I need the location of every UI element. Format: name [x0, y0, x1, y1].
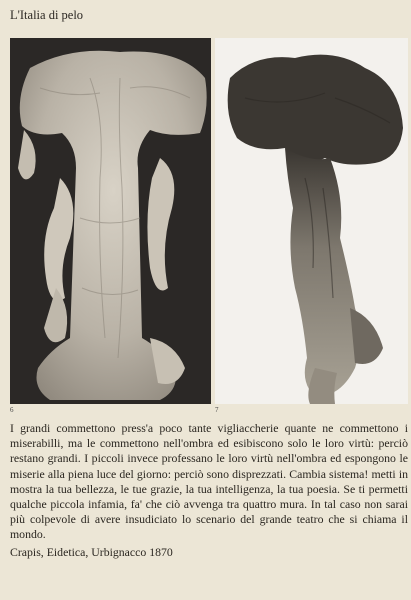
figure-6-photo [10, 38, 211, 404]
body-text: I grandi commettono press'a poco tante vigliaccherie quante ne commettono i miserabilli, ma le commettono nell'ombra ed esibiscono solo le loro virtù: perciò restano grandi. I piccoli invece professano le loro virtù nell'ombra ed espongono le miserie alla piena luce del giorno: perciò sono disprezzati. Cambia sistema! metti in mostra la tua bellezza, le tue grazie, la tua intelligenza, la tua poesia. Se ti permetti qualche piccola infamia, fa' che ciò avvenga tra quattro mura. In tal caso non sarai più colpevole di avere insudiciato lo scenario del grande teatro che si chiama il mondo. [10, 421, 408, 542]
body-paragraph [10, 421, 408, 543]
running-head: L'Italia di pelo [10, 8, 84, 22]
figure-7-number: 7 [215, 406, 219, 414]
figure-6-number: 6 [10, 406, 14, 414]
citation: Crapis, Eidetica, Urbignacco 1870 [10, 545, 173, 559]
figure-7-photo [215, 38, 408, 404]
